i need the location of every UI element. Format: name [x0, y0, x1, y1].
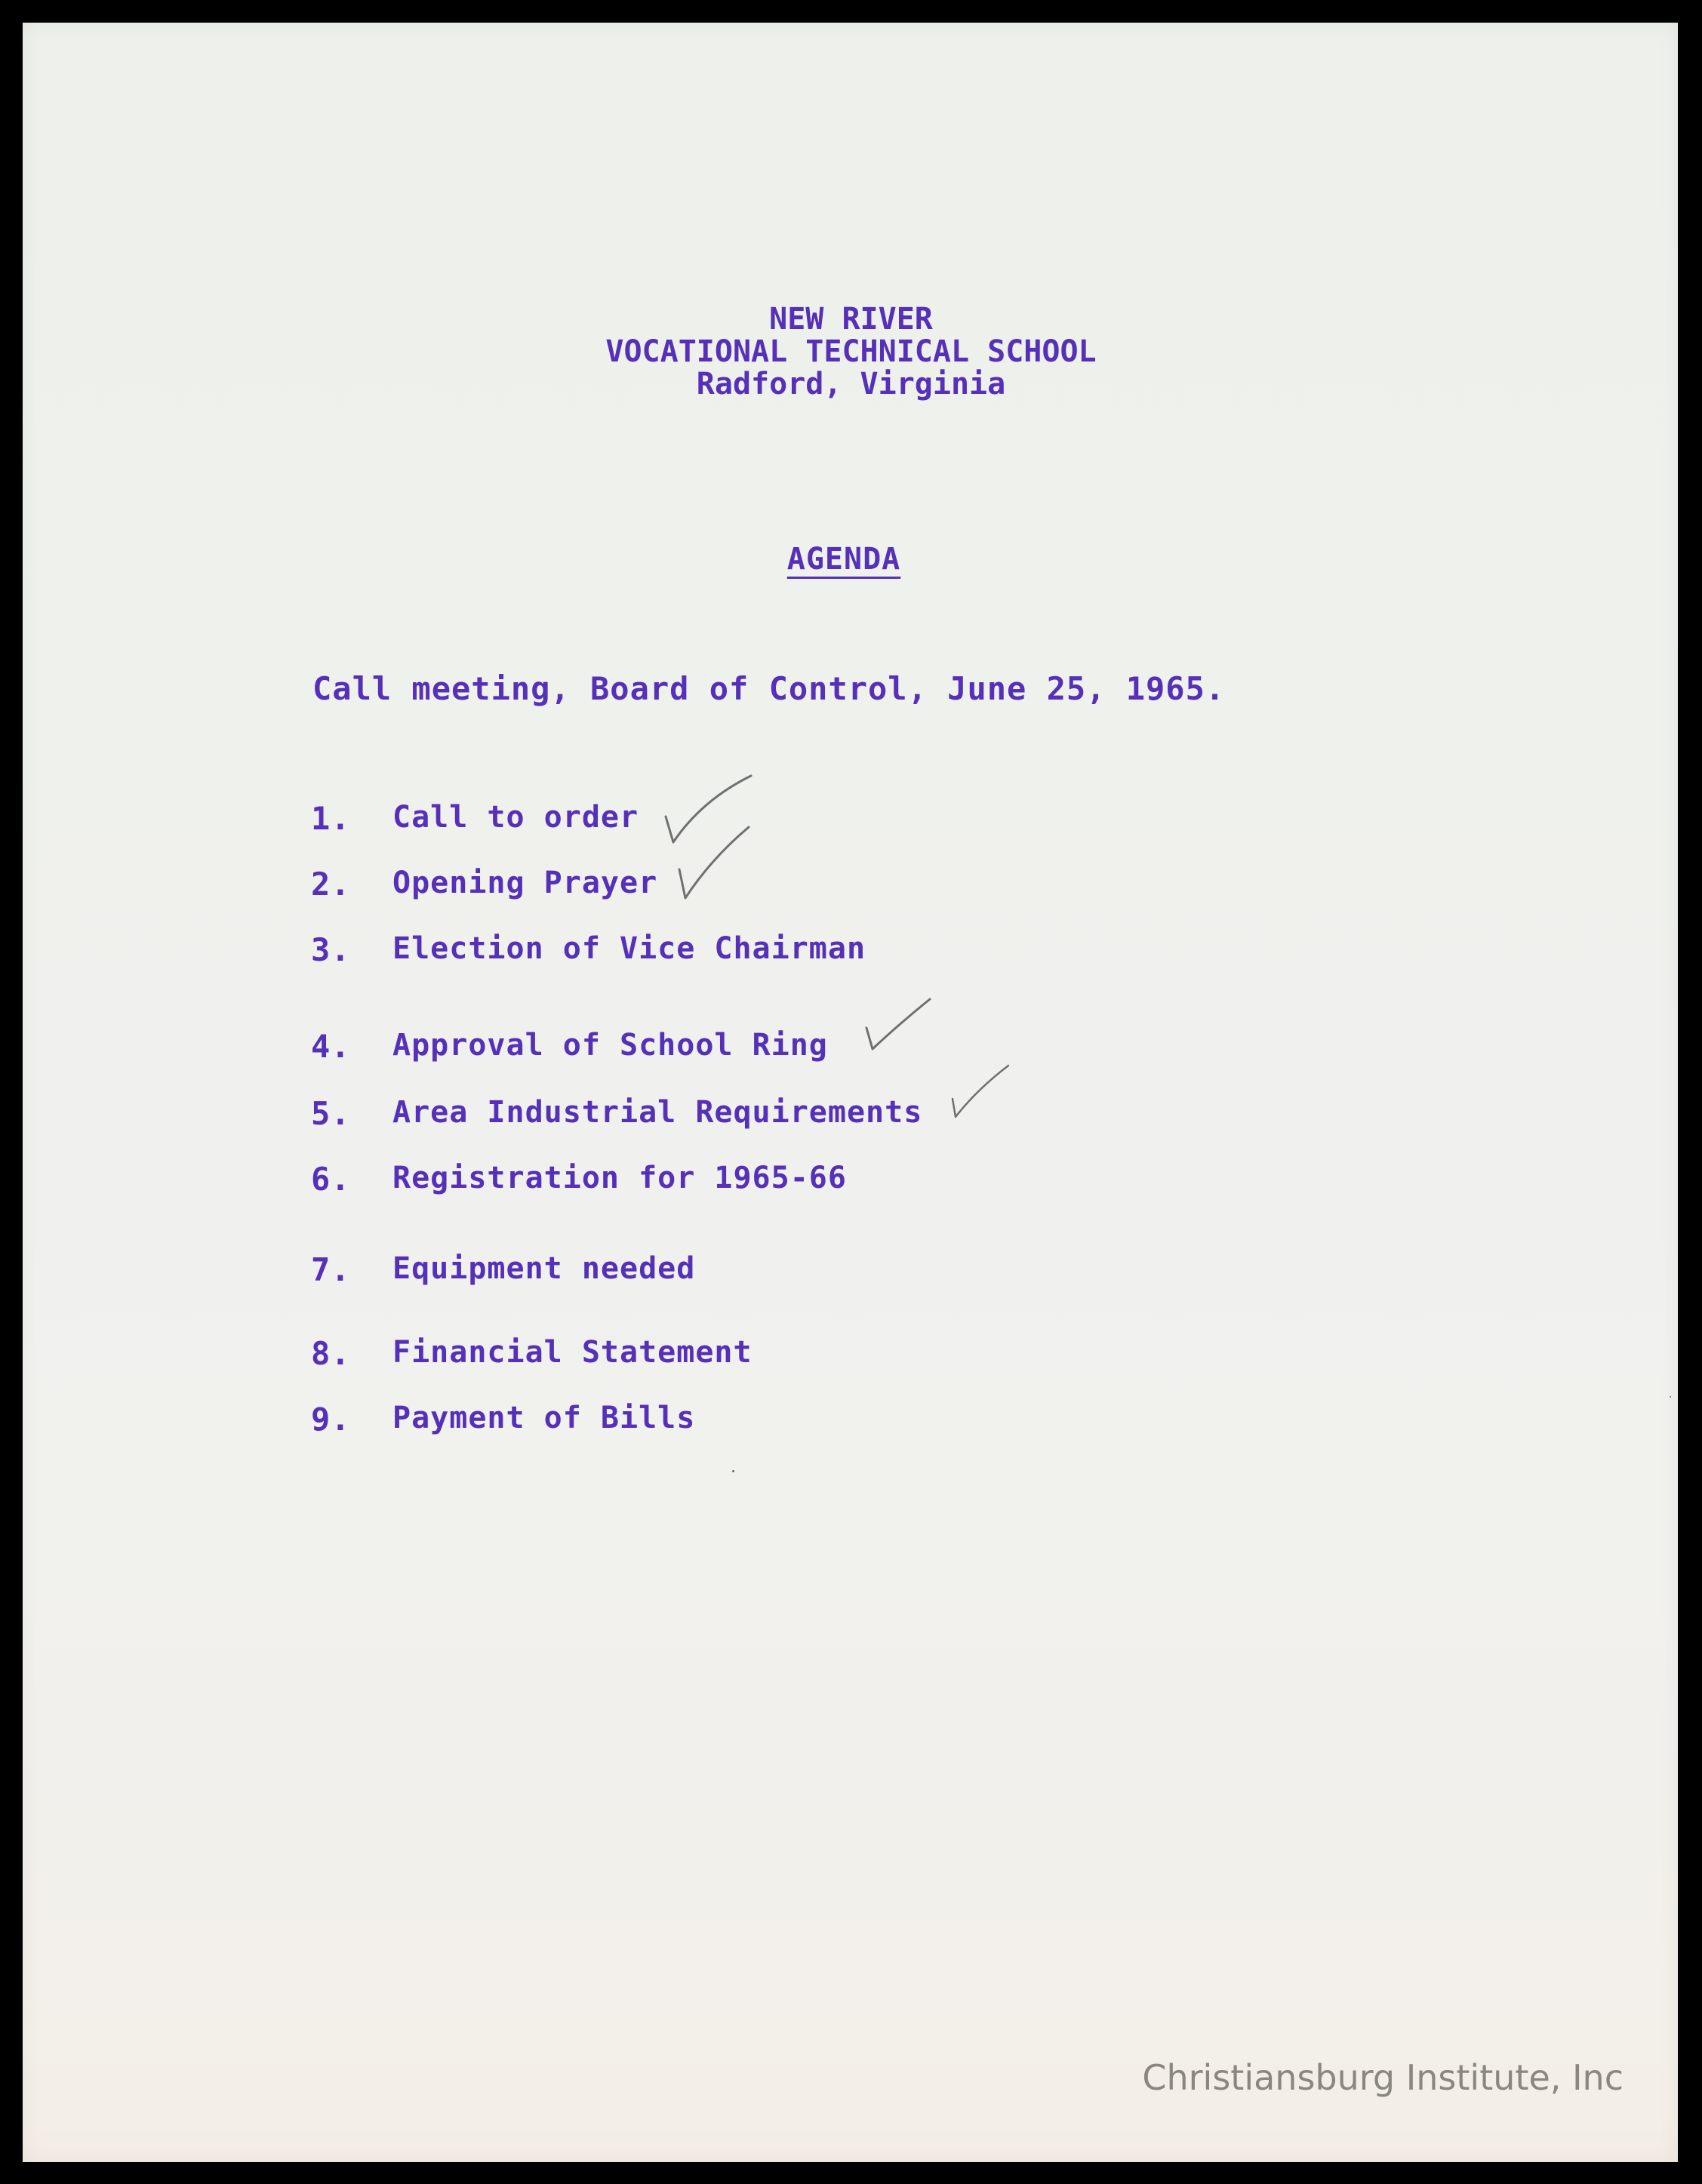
paper-speck: [1670, 1396, 1671, 1398]
item-number: 9.: [311, 1401, 351, 1438]
item-label: Opening Prayer: [392, 866, 658, 900]
item-label: Registration for 1965-66: [392, 1161, 847, 1195]
item-label: Area Industrial Requirements: [392, 1095, 923, 1130]
header-school-name: NEW RIVER: [769, 302, 933, 337]
meeting-subtitle: Call meeting, Board of Control, June 25, 1965.: [312, 670, 1226, 707]
item-number: 5.: [311, 1095, 351, 1132]
item-label: Election of Vice Chairman: [392, 931, 866, 966]
item-number: 6.: [311, 1161, 351, 1198]
item-label: Approval of School Ring: [392, 1028, 828, 1063]
item-number: 8.: [311, 1335, 351, 1372]
item-label: Payment of Bills: [392, 1401, 696, 1435]
item-number: 4.: [311, 1028, 351, 1065]
pencil-checkmark-icon: [672, 823, 762, 906]
item-number: 1.: [311, 800, 351, 837]
pencil-checkmark-icon: [860, 995, 951, 1063]
paper-speck: [732, 1470, 734, 1472]
item-number: 2.: [311, 866, 351, 903]
watermark-text: Christiansburg Institute, Inc: [1142, 2057, 1624, 2098]
item-number: 3.: [311, 931, 351, 968]
item-label: Equipment needed: [392, 1251, 696, 1286]
item-label: Call to order: [392, 800, 639, 835]
agenda-title: AGENDA: [786, 542, 901, 577]
pencil-checkmark-icon: [946, 1061, 1022, 1121]
header-school-type: VOCATIONAL TECHNICAL SCHOOL: [605, 334, 1097, 369]
header-location: Radford, Virginia: [696, 367, 1006, 401]
item-label: Financial Statement: [392, 1335, 753, 1370]
item-number: 7.: [311, 1251, 351, 1288]
